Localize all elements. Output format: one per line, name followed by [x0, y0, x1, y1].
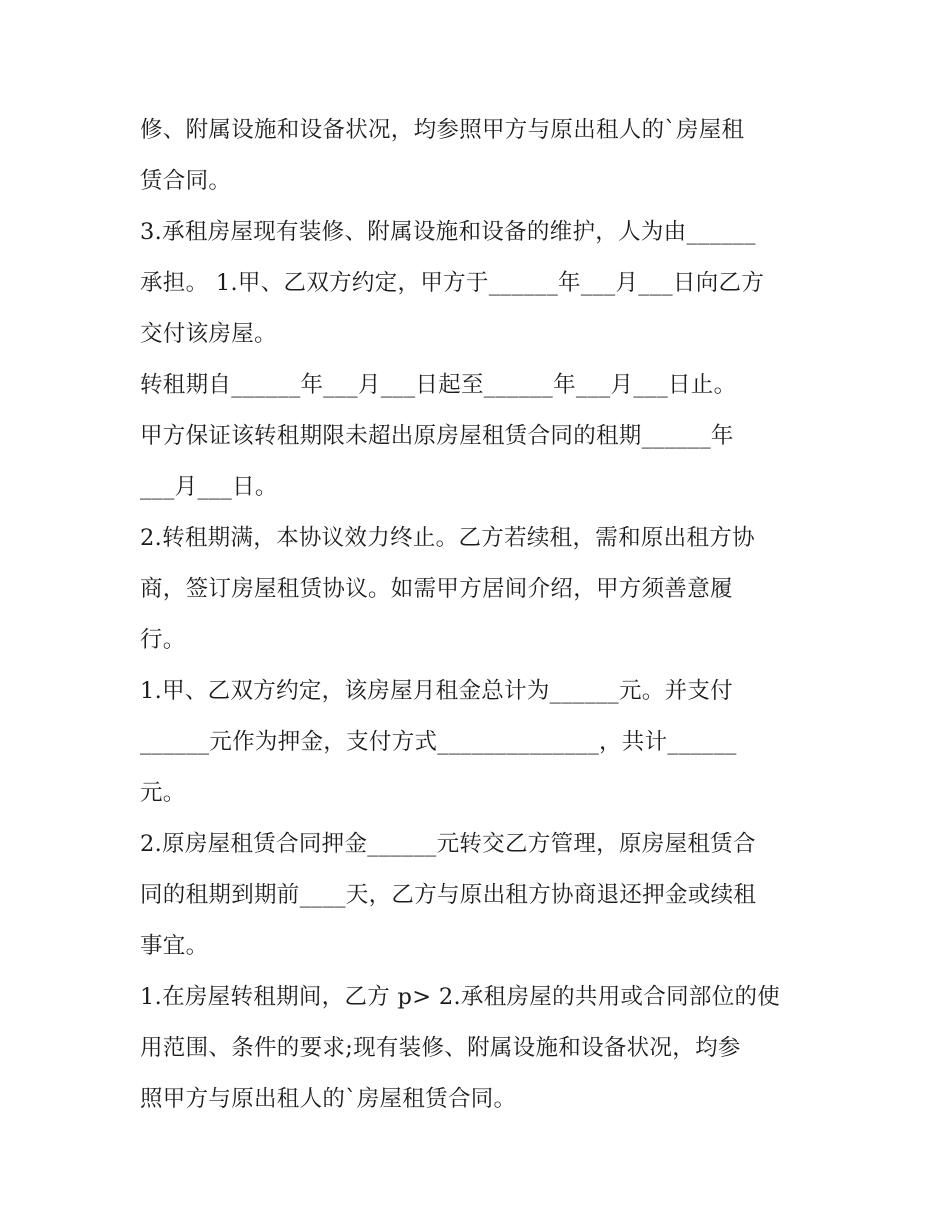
text-line: ___月___日。 — [140, 474, 278, 500]
text-line: 照甲方与原出租人的`房屋租赁合同。 — [140, 1086, 517, 1112]
document-body — [140, 105, 820, 1125]
text-line: 1.甲、乙双方约定，该房屋月租金总计为______元。并支付 — [140, 678, 733, 704]
text-line: 行。 — [140, 627, 186, 653]
text-line: 交付该房屋。 — [140, 321, 277, 347]
text-line: 2.原房屋租赁合同押金______元转交乙方管理，原房屋租赁合 — [140, 831, 756, 857]
text-line: ______元作为押金，支付方式______________，共计______ — [140, 729, 737, 755]
text-line: 用范围、条件的要求;现有装修、附属设施和设备状况，均参 — [140, 1035, 741, 1061]
text-line: 2.转租期满，本协议效力终止。乙方若续租，需和原出租方协 — [140, 525, 755, 551]
text-line: 承担。 1.甲、乙双方约定，甲方于______年___月___日向乙方 — [140, 270, 765, 296]
text-line: 赁合同。 — [140, 168, 232, 194]
text-line: 事宜。 — [140, 933, 209, 959]
text-line: 修、附属设施和设备状况，均参照甲方与原出租人的`房屋租 — [140, 117, 745, 143]
text-line: 1.在房屋转租期间，乙方 p> 2.承租房屋的共用或合同部位的使 — [140, 984, 781, 1010]
text-line: 甲方保证该转租期限未超出原房屋租赁合同的租期______年 — [140, 423, 734, 449]
text-line: 3.承租房屋现有装修、附属设施和设备的维护，人为由______ — [140, 219, 756, 245]
text-line: 商，签订房屋租赁协议。如需甲方居间介绍，甲方须善意履 — [140, 576, 733, 602]
text-line: 转租期自______年___月___日起至______年___月___日止。 — [140, 372, 737, 398]
text-line: 元。 — [140, 780, 186, 806]
text-line: 同的租期到期前____天，乙方与原出租方协商退还押金或续租 — [140, 882, 757, 908]
